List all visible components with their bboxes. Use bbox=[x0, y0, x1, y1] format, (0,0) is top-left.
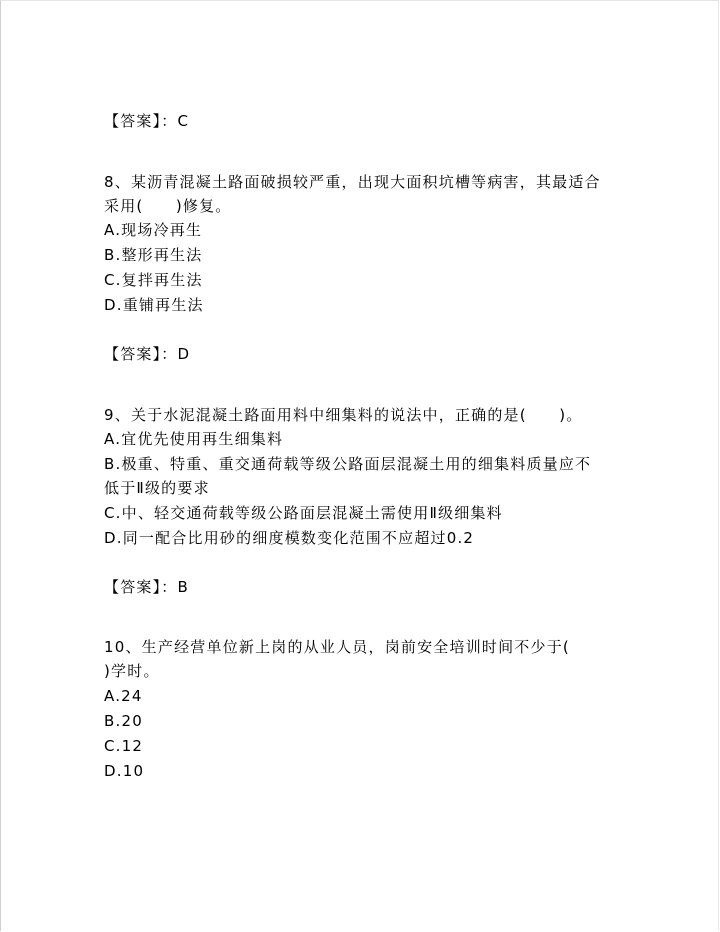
q8-stem-line2: 采用( )修复。 bbox=[104, 197, 232, 215]
q8-option-c: C.复拌再生法 bbox=[104, 271, 203, 289]
q10-option-a: A.24 bbox=[104, 687, 143, 705]
q9-option-b: B.极重、特重、重交通荷载等级公路面层混凝土用的细集料质量应不 bbox=[104, 455, 592, 473]
q10-stem-line2: )学时。 bbox=[104, 662, 160, 680]
q8-option-a: A.现场冷再生 bbox=[104, 221, 203, 239]
q9-option-b-cont: 低于Ⅱ级的要求 bbox=[104, 479, 210, 497]
q10-stem-line1: 10、生产经营单位新上岗的从业人员，岗前安全培训时间不少于( bbox=[104, 638, 570, 656]
q10-option-c: C.12 bbox=[104, 737, 144, 755]
q9-option-d: D.同一配合比用砂的细度模数变化范围不应超过0.2 bbox=[104, 529, 475, 547]
q8-option-b: B.整形再生法 bbox=[104, 246, 203, 264]
q8-option-d: D.重铺再生法 bbox=[104, 296, 204, 314]
q9-option-a: A.宜优先使用再生细集料 bbox=[104, 430, 284, 448]
q9-stem-line1: 9、关于水泥混凝土路面用料中细集料的说法中，正确的是( )。 bbox=[104, 406, 583, 424]
answer-q9: 【答案】：B bbox=[104, 578, 189, 596]
q8-stem-line1: 8、某沥青混凝土路面破损较严重，出现大面积坑槽等病害，其最适合 bbox=[104, 173, 601, 191]
answer-q8: 【答案】：D bbox=[104, 345, 191, 363]
answer-q7: 【答案】：C bbox=[104, 112, 190, 130]
q10-option-d: D.10 bbox=[104, 762, 145, 780]
q9-option-c: C.中、轻交通荷载等级公路面层混凝土需使用Ⅱ级细集料 bbox=[104, 504, 503, 522]
q10-option-b: B.20 bbox=[104, 712, 143, 730]
